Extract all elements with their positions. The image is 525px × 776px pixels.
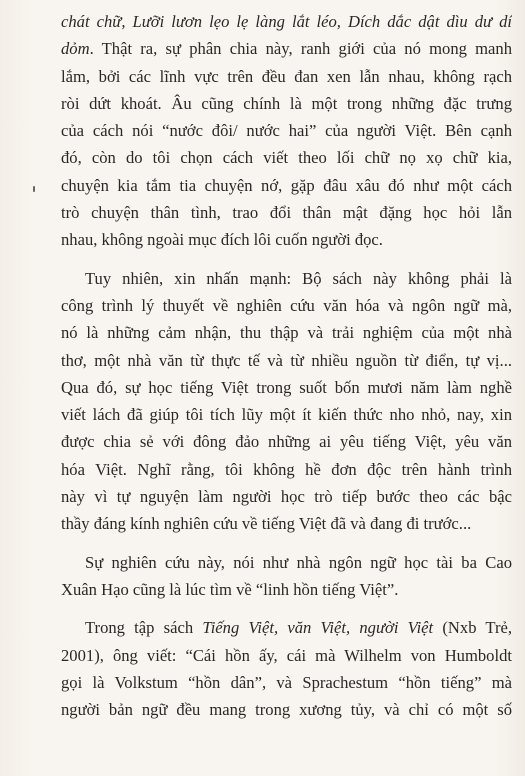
- paragraph: [61, 265, 512, 538]
- text-run: lắm, bởi các lĩnh vực trên đều đan xen lẫn nhau, không rạch: [61, 66, 512, 86]
- text-line: [61, 401, 512, 428]
- italic-text: dỏm: [61, 39, 90, 59]
- paragraph-gap: [61, 254, 512, 265]
- text-run: nhau, không ngoài mục đích lôi cuốn người đọc.: [61, 230, 383, 250]
- text-line: [61, 576, 512, 603]
- text-run: của cách nói “nước đôi/ nước hai” của người Việt. Bên cạnh: [61, 121, 512, 141]
- text-run: hóa Việt. Nghĩ rằng, tôi không hề đơn độc trên hành trình: [61, 459, 512, 479]
- paragraph-gap: [61, 603, 512, 614]
- text-run: gọi là Volkstum “hồn dân”, và Sprachestum “hồn tiếng” mà: [61, 672, 512, 692]
- text-run: được chia sẻ với đông đảo những ai yêu tiếng Việt, yêu văn: [61, 432, 512, 452]
- italic-text: chát chữ, Lưỡi lươn lẹo lẹ làng lắt léo, Dích dắc dật dìu dư dí: [61, 12, 512, 31]
- text-line: [61, 63, 512, 90]
- body-text: [61, 8, 512, 723]
- text-run: người bản ngữ đều mang trong xương tủy, và chỉ có một số: [61, 700, 512, 720]
- text-line: [61, 90, 512, 117]
- text-run: . Thật ra, sự phân chia này, ranh giới của nó mong manh: [89, 39, 512, 59]
- text-line: [61, 199, 512, 226]
- paragraph-gap: [61, 538, 512, 549]
- text-line: [61, 374, 512, 401]
- text-line: [61, 35, 512, 62]
- text-line: [61, 510, 512, 537]
- text-run: 2001), ông viết: “Cái hồn ấy, cái mà Wilhelm von Humboldt: [61, 645, 512, 665]
- text-line: [61, 696, 512, 723]
- text-run: (Nxb Trẻ,: [433, 618, 512, 638]
- text-line: [61, 319, 512, 346]
- italic-text: Tiếng Việt, văn Việt, người Việt: [202, 618, 434, 638]
- paragraph: [61, 614, 512, 723]
- text-run: thơ, một nhà văn từ thực tế và từ nhiều nguồn từ điển, tự vị...: [61, 350, 512, 370]
- text-line: [61, 669, 512, 696]
- text-line: [61, 549, 512, 576]
- text-line: [61, 172, 512, 199]
- text-line: [61, 483, 512, 510]
- text-run: nó là những cảm nhận, thu thập và trải nghiệm của một nhà: [61, 323, 512, 343]
- text-run: trò chuyện thân tình, trao đổi thân mật đặng học hỏi lẫn: [61, 203, 512, 223]
- text-run: Tuy nhiên, xin nhấn mạnh: Bộ sách này không phải là: [85, 268, 512, 288]
- text-run: thầy đáng kính nghiên cứu về tiếng Việt đã và đang đi trước...: [61, 514, 472, 534]
- text-line: [61, 428, 512, 455]
- text-run: Xuân Hạo cũng là lúc tìm về “linh hồn tiếng Việt”.: [61, 579, 399, 599]
- text-run: viết lách đã giúp tôi tích lũy một ít kiến thức nho nhỏ, nay, xin: [61, 405, 512, 425]
- text-run: đó, còn do tôi chọn cách viết theo lối chữ nọ xọ chữ kia,: [61, 148, 512, 168]
- text-run: chuyện kia tắm tia chuyện nớ, gặp đâu xâu đó như một cách: [61, 175, 512, 195]
- text-run: ròi dứt khoát. Âu cũng chính là một trong những đặc trưng: [61, 93, 512, 113]
- text-run: Qua đó, sự học tiếng Việt trong suốt bốn mươi năm làm nghề: [61, 377, 512, 397]
- paragraph: [61, 8, 512, 254]
- text-line: [61, 614, 512, 641]
- text-line: [61, 117, 512, 144]
- text-line: [61, 456, 512, 483]
- text-line: [61, 265, 512, 292]
- paragraph: [61, 549, 512, 604]
- text-run: Trong tập sách: [85, 618, 203, 638]
- text-run: công trình lý thuyết về nghiên cứu văn hóa và ngôn ngữ mà,: [61, 295, 512, 315]
- text-run: này vì tự nguyện làm người học trò tiếp bước theo các bậc: [61, 487, 512, 507]
- text-line: [61, 642, 512, 669]
- text-line: [61, 292, 512, 319]
- text-line: [61, 347, 512, 374]
- page-mark: [33, 186, 35, 192]
- text-line: [61, 8, 512, 35]
- text-run: Sự nghiên cứu này, nói như nhà ngôn ngữ học tài ba Cao: [85, 552, 512, 572]
- text-line: [61, 226, 512, 253]
- text-line: [61, 144, 512, 171]
